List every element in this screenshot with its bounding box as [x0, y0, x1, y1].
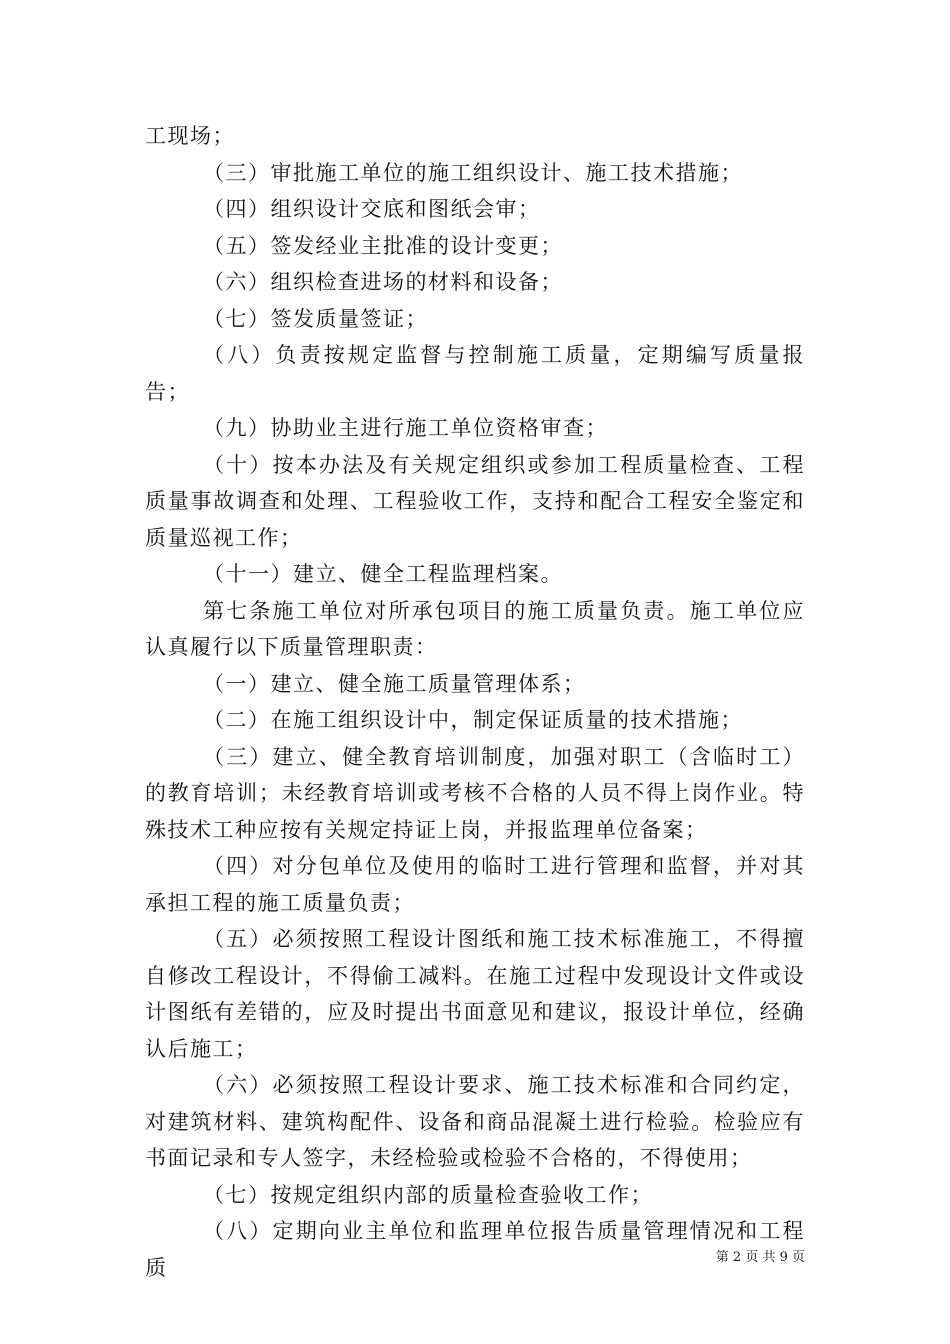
paragraph: （十）按本办法及有关规定组织或参加工程质量检查、工程质量事故调查和处理、工程验收工作，支持和配合工程安全鉴定和质量巡视工作；	[145, 452, 805, 550]
paragraph: （十一）建立、健全工程监理档案。	[203, 562, 563, 586]
paragraph: （五）必须按照工程设计图纸和施工技术标准施工，不得擅自修改工程设计，不得偷工减料。在施工过程中发现设计文件或设计图纸有差错的，应及时提出书面意见和建议，报设计单位，经确认后施工；	[145, 927, 805, 1061]
paragraph: （七）按规定组织内部的质量检查验收工作；	[203, 1182, 653, 1207]
paragraph: （七）签发质量签证；	[203, 306, 428, 331]
paragraph: （八）负责按规定监督与控制施工质量，定期编写质量报告；	[145, 343, 805, 404]
paragraph: （一）建立、健全施工质量管理体系；	[203, 671, 586, 696]
paragraph: （三）审批施工单位的施工组织设计、施工技术措施；	[203, 160, 743, 185]
paragraph: （九）协助业主进行施工单位资格审查；	[203, 416, 608, 440]
paragraph: （六）组织检查进场的材料和设备；	[203, 270, 563, 294]
document-body	[145, 118, 805, 1286]
paragraph: （二）在施工组织设计中，制定保证质量的技术措施；	[203, 708, 743, 732]
article-paragraph: 第七条施工单位对所承包项目的施工质量负责。施工单位应认真履行以下质量管理职责：	[145, 598, 805, 659]
paragraph: 工现场；	[145, 124, 235, 148]
paragraph: （八）定期向业主单位和监理单位报告质量管理情况和工程质	[145, 1219, 805, 1280]
page-number-footer: 第 2 页 共 9 页	[715, 1250, 805, 1265]
paragraph: （六）必须按照工程设计要求、施工技术标准和合同约定，对建筑材料、建筑构配件、设备和商品混凝土进行检验。检验应有书面记录和专人签字，未经检验或检验不合格的，不得使用；	[145, 1073, 805, 1170]
paragraph: （四）对分包单位及使用的临时工进行管理和监督，并对其承担工程的施工质量负责；	[145, 854, 805, 915]
paragraph: （四）组织设计交底和图纸会审；	[203, 197, 541, 221]
paragraph: （五）签发经业主批准的设计变更；	[203, 233, 563, 258]
paragraph: （三）建立、健全教育培训制度，加强对职工（含临时工）的教育培训；未经教育培训或考核不合格的人员不得上岗作业。特殊技术工种应按有关规定持证上岗，并报监理单位备案；	[145, 744, 805, 842]
